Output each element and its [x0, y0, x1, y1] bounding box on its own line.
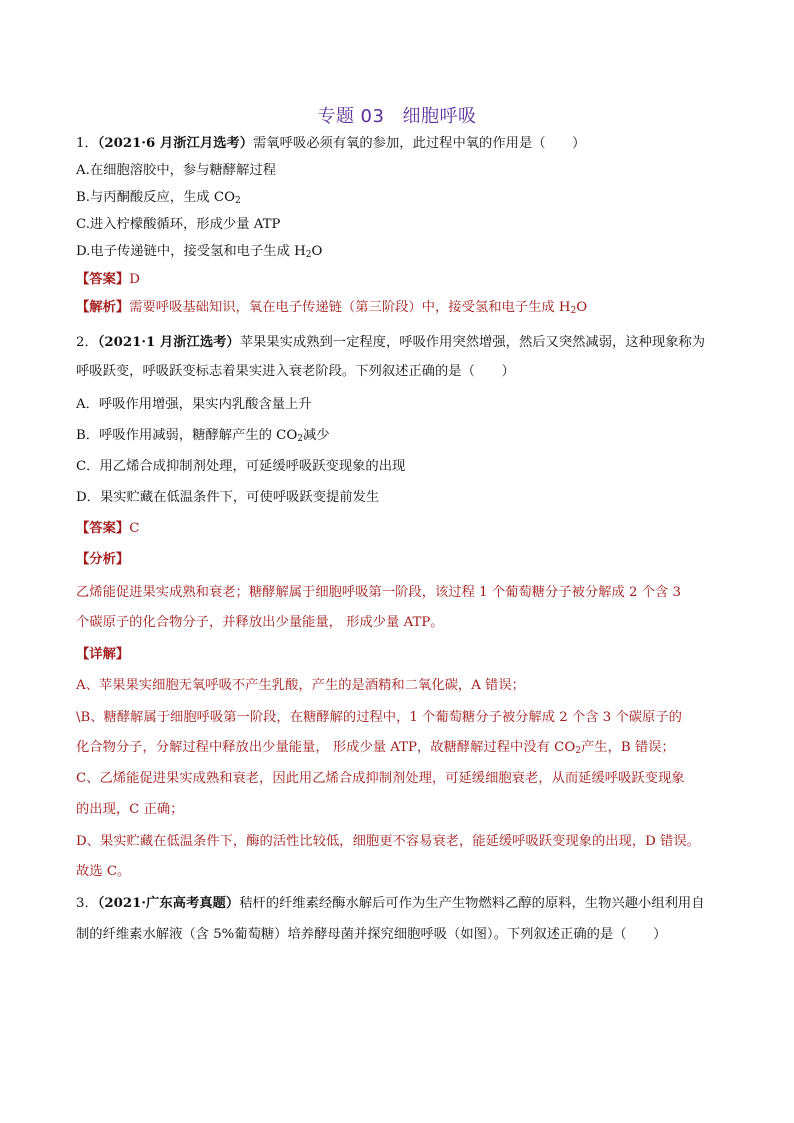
q2-detail-b-line2: 化合物分子，分解过程中释放出少量能量， 形成少量 ATP，故糖酵解过程中没有 $CO_2$产生，B 错误； [76, 740, 675, 756]
q2-stem-line2: 呼吸跃变，呼吸跃变标志着果实进入衰老阶段。下列叙述正确的是（ ） [76, 364, 515, 379]
q2-option-a: A．呼吸作用增强，果实内乳酸含量上升 [76, 397, 312, 412]
page-title [0, 102, 794, 128]
q2-detail-c-line2: 的出现，C 正确； [76, 802, 184, 817]
q2-stem-line1: 2．（2021·1 月浙江选考）苹果果实成熟到一定程度，呼吸作用突然增强，然后又突然减弱，这种现象称为 [76, 335, 706, 350]
q2-fenxi-label: 【分析】 [76, 552, 130, 567]
q3-stem-line2: 制的纤维素水解液（含 5%葡萄糖）培养酵母菌并探究细胞呼吸（如图）。下列叙述正确的是（ ） [76, 927, 667, 942]
title-name: 细胞呼吸 [402, 106, 477, 127]
q1-option-a: A.在细胞溶胶中，参与糖酵解过程 [76, 163, 276, 178]
q1-stem: 1．（2021·6 月浙江月选考）需氧呼吸必须有氧的参加，此过程中氧的作用是（ ） [76, 136, 586, 151]
q1-option-d: D.电子传递链中，接受氢和电子生成 $H_2O$ [76, 244, 323, 260]
q2-answer: 【答案】C [76, 521, 140, 536]
q2-detail-b-line1: \B、糖酵解属于细胞呼吸第一阶段，在糖酵解的过程中，1 个葡萄糖分子被分解成 2 个含 3 个碳原子的 [76, 710, 682, 725]
q2-option-d: D．果实贮藏在低温条件下，可使呼吸跃变提前发生 [76, 490, 380, 505]
q1-option-b: B.与丙酮酸反应，生成 $CO_2$ [76, 190, 241, 206]
q3-stem-line1: 3．（2021·广东高考真题）秸杆的纤维素经酶水解后可作为生产生物燃料乙醇的原料，生物兴趣小组利用自 [76, 896, 705, 911]
q2-detail-d: D、果实贮藏在低温条件下，酶的活性比较低，细胞更不容易衰老，能延缓呼吸跃变现象的出现，D 错误。 [76, 834, 700, 849]
q2-detail-c-line1: C、乙烯能促进果实成熟和衰老，因此用乙烯合成抑制剂处理，可延缓细胞衰老，从而延缓呼吸跃变现象 [76, 771, 685, 786]
q2-xiangjie-label: 【详解】 [76, 647, 130, 662]
q2-option-b: B．呼吸作用减弱，糖酵解产生的 $CO_2$减少 [76, 428, 330, 444]
q2-source: （2021·1 月浙江选考） [97, 335, 240, 350]
q2-fenxi-line1: 乙烯能促进果实成熟和衰老；糖酵解属于细胞呼吸第一阶段，该过程 1 个葡萄糖分子被分解成 2 个含 3 [76, 585, 681, 600]
title-prefix: 专题 [317, 106, 355, 127]
q1-source: （2021·6 月浙江月选考） [97, 136, 254, 151]
q1-analysis: 【解析】需要呼吸基础知识，氧在电子传递链（第三阶段）中，接受氢和电子生成 $H_2O$ [76, 300, 588, 316]
title-number: 03 [360, 106, 385, 127]
q1-option-c: C.进入柠檬酸循环，形成少量 ATP [76, 217, 281, 232]
q2-detail-a: A、苹果果实细胞无氧呼吸不产生乳酸，产生的是酒精和二氧化碳，A 错误； [76, 678, 525, 693]
q1-answer: 【答案】D [76, 272, 140, 287]
q2-option-c: C．用乙烯合成抑制剂处理，可延缓呼吸跃变现象的出现 [76, 459, 406, 474]
q3-source: （2021·广东高考真题） [97, 896, 240, 911]
q2-fenxi-line2: 个碳原子的化合物分子，并释放出少量能量， 形成少量 ATP。 [76, 615, 444, 630]
q2-conclusion: 故选 C。 [76, 864, 131, 879]
